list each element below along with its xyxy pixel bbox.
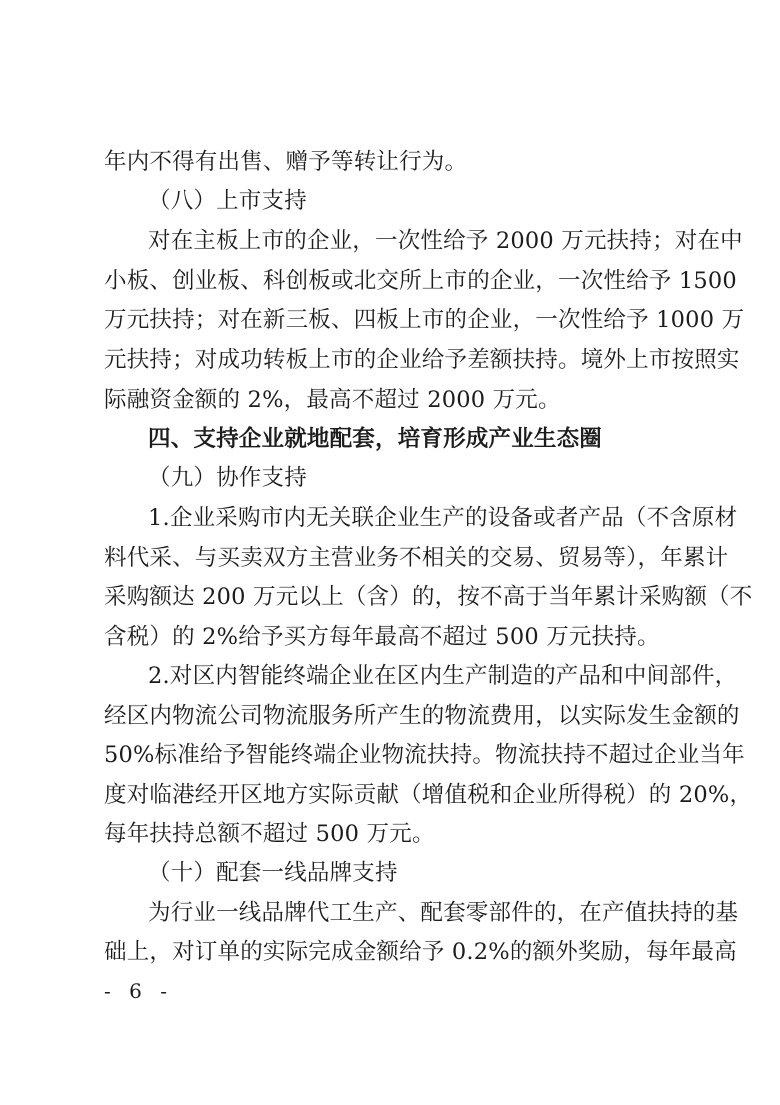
paragraph-line: 万元扶持；对在新三板、四板上市的企业，一次性给予 1000 万	[104, 307, 745, 333]
paragraph-line: 小板、创业板、科创板或北交所上市的企业，一次性给予 1500	[104, 268, 737, 294]
paragraph-line: 元扶持；对成功转板上市的企业给予差额扶持。境外上市按照实	[104, 347, 740, 373]
chapter-heading: 四、支持企业就地配套，培育形成产业生态圈	[148, 426, 603, 452]
paragraph-line: 经区内物流公司物流服务所产生的物流费用，以实际发生金额的	[104, 703, 740, 729]
section-heading-brand-support: （十）配套一线品牌支持	[148, 860, 398, 886]
section-heading-listing-support: （八）上市支持	[148, 188, 307, 214]
paragraph-line: 础上，对订单的实际完成金额给予 0.2%的额外奖励，每年最高	[104, 939, 737, 965]
section-heading-cooperation-support: （九）协作支持	[148, 465, 307, 491]
paragraph-line: 每年扶持总额不超过 500 万元。	[104, 821, 435, 847]
paragraph-line: 含税）的 2%给予买方每年最高不超过 500 万元扶持。	[104, 624, 660, 650]
paragraph-line: 50%标准给予智能终端企业物流扶持。物流扶持不超过企业当年	[104, 742, 745, 768]
paragraph-line: 年内不得有出售、赠予等转让行为。	[104, 149, 468, 175]
paragraph-line: 对在主板上市的企业，一次性给予 2000 万元扶持；对在中	[148, 228, 743, 254]
paragraph-line: 料代采、与买卖双方主营业务不相关的交易、贸易等），年累计	[104, 545, 729, 571]
paragraph-line: 为行业一线品牌代工生产、配套零部件的，在产值扶持的基	[148, 900, 739, 926]
page-number: - 6 -	[104, 979, 173, 1003]
paragraph-line: 2.对区内智能终端企业在区内生产制造的产品和中间部件，	[148, 663, 738, 689]
paragraph-line: 度对临港经开区地方实际贡献（增值税和企业所得税）的 20%，	[104, 782, 753, 808]
paragraph-line: 际融资金额的 2%，最高不超过 2000 万元。	[104, 387, 561, 413]
paragraph-line: 采购额达 200 万元以上（含）的，按不高于当年累计采购额（不	[104, 584, 753, 610]
paragraph-line: 1.企业采购市内无关联企业生产的设备或者产品（不含原材	[148, 505, 738, 531]
